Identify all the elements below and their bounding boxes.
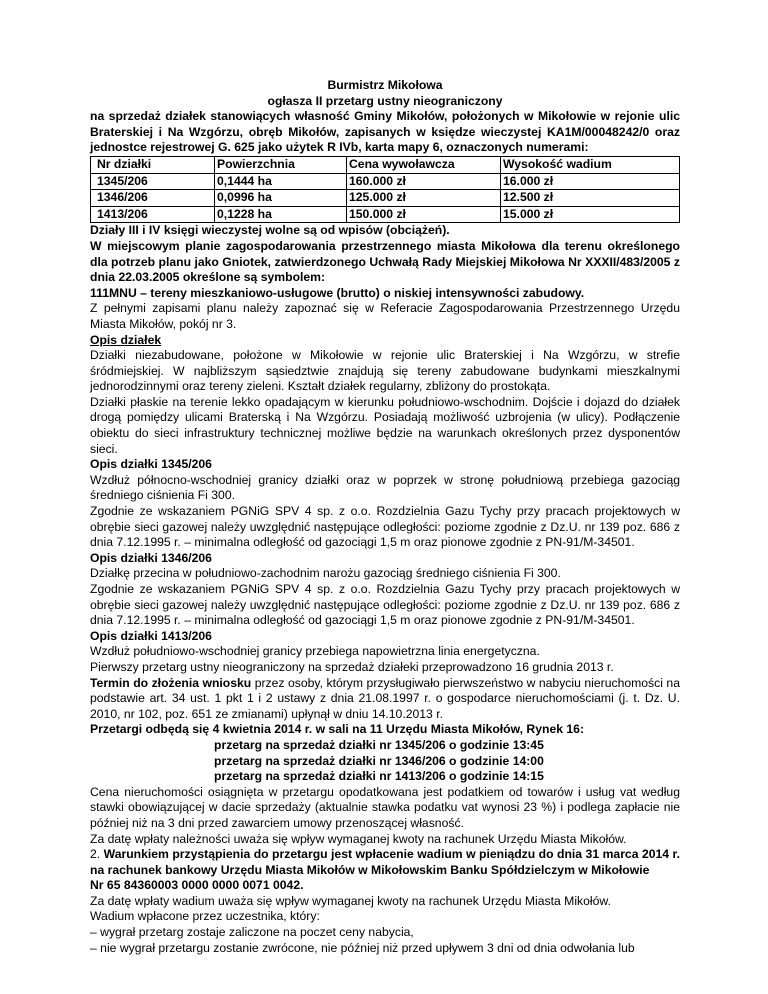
- plots-description-1: Działki niezabudowane, położone w Mikołowie w rejonie ulic Braterskiej i Na Wzgórzu, w strefie śródmiejskiej. W najbliższym sąsiedztwie znajdują się tereny zabudowane budynkami mieszkalnymi jednorodzinnymi oraz tereny zieleni. Kształt działek regularny, zbliżony do prostokąta.: [90, 348, 680, 394]
- zoning-info-text: Z pełnymi zapisami planu należy zapoznać się w Referacie Zagospodarowania Przestrzennego Urzędu Miasta Mikołów, pokój nr 3.: [90, 301, 680, 331]
- table-row: [91, 173, 680, 190]
- area-cell: 0,0996 ha: [215, 190, 347, 207]
- price-cell: 160.000 zł: [347, 173, 501, 190]
- plots-description-2: Działki płaskie na terenie lekko opadającym w kierunku południowo-wschodnim. Dojście i dojazd do działek drogą pomiędzy ulicami Braterską i Na Wzgórzu. Posiadają możliwość uzbrojenia (w ulicy). Podłączenie obiektu do sieci infrastruktury technicznej możliwe będzie na warunkach określonych przez dysponentów sieci.: [90, 394, 680, 456]
- deposit-date-info: Za datę wpłaty wadium uważa się wpływ wymaganej kwoty na rachunek Urzędu Miasta Mikołów.: [90, 893, 611, 908]
- plot-number-cell: 1345/206: [91, 173, 215, 190]
- zoning-plan-text: W miejscowym planie zagospodarowania przestrzennego miasta Mikołowa dla terenu określonego dla potrzeb planu jako Gniotek, zatwierdzonego Uchwałą Rady Miejskiej Mikołowa Nr XXXII/483/2005 z dnia 22.03.2005 określone są symbolem:: [90, 238, 680, 285]
- sale-description: na sprzedaż działek stanowiących własność Gminy Mikołów, położonych w Mikołowie w rejonie ulic Braterskiej i Na Wzgórzu, obręb Mikołów, zapisanych w księdze wieczystej KA1M/00048242/0 oraz jednostce rejestrowej G. 625 jako użytek R IVb, karta mapy 6, oznaczonych numerami:: [90, 109, 680, 155]
- zoning-symbol: 111MNU – tereny mieszkaniowo-usługowe (brutto) o niskiej intensywności zabudowy.: [90, 285, 585, 300]
- plot-1346-text-1: Działkę przecina w południowo-zachodnim narożu gazociąg średniego ciśnienia Fi 300.: [90, 566, 561, 581]
- deposit-condition-number: 2.: [90, 847, 104, 862]
- application-deadline-label: Termin do złożenia wniosku: [90, 675, 252, 690]
- plot-1413-text: Wzdłuż południowo-wschodniej granicy przebiega napowietrzna linia energetyczna.: [90, 644, 540, 659]
- announcement-document: [90, 78, 680, 956]
- section-heading-plot-1413: Opis działki 1413/206: [90, 628, 212, 643]
- vat-info: Cena nieruchomości osiągnięta w przetargu opodatkowana jest podatkiem od towarów i usług vat według stawki obowiązującej w dacie sprzedaży (aktualnie stawka podatku vat wynosi 23 %) i podlega zapłacie nie później niż na 3 dni przed zawarciem umowy przenoszącej własność.: [90, 784, 680, 830]
- deposit-condition: [90, 847, 680, 878]
- section-heading-plot-1346: Opis działki 1346/206: [90, 550, 212, 565]
- price-cell: 125.000 zł: [347, 190, 501, 207]
- payment-date-info: Za datę wpłaty należności uważa się wpływ wymaganej kwoty na rachunek Urzędu Miasta Mikołów.: [90, 831, 627, 846]
- tender-session: przetarg na sprzedaż działki nr 1346/206 o godzinie 14:00: [214, 753, 544, 768]
- table-row: [91, 190, 680, 207]
- table-header-row: [91, 156, 680, 173]
- deposit-condition-text: Warunkiem przystąpienia do przetargu jest wpłacenie wadium w pieniądzu do dnia 31 marca 2014 r. na rachunek bankowy Urzędu Miasta Mikołów w Mikołowskim Banku Spółdzielczym w Mikołowie: [90, 847, 680, 877]
- deposit-rules-intro: Wadium wpłacone przez uczestnika, który:: [90, 909, 320, 924]
- section-heading-plots: Opis działek: [90, 332, 162, 347]
- application-deadline-text: [90, 676, 680, 723]
- deposit-cell: 16.000 zł: [501, 173, 680, 190]
- land-register-note: Działy III i IV księgi wieczystej wolne są od wpisów (obciążeń).: [90, 223, 450, 238]
- area-cell: 0,1228 ha: [215, 206, 347, 223]
- tender-session: przetarg na sprzedaż działki nr 1413/206 o godzinie 14:15: [214, 769, 544, 784]
- table-row: [91, 206, 680, 223]
- plot-1345-text-2: Zgodnie ze wskazaniem PGNiG SPV 4 sp. z o.o. Rozdzielnia Gazu Tychy przy pracach projektowych w obrębie sieci gazowej należy uwzględnić następujące odległości: poziome zgodnie z Dz.U. nr 139 poz. 686 z dnia 7.12.1995 r. – minimalna odległość od gazociągi 1,5 m oraz pionowe zgodnie z PN-91/M-34501.: [90, 504, 680, 550]
- area-cell: 0,1444 ha: [215, 173, 347, 190]
- plots-table: [90, 156, 680, 223]
- plot-number-cell: 1413/206: [91, 206, 215, 223]
- col-header-deposit: Wysokość wadium: [501, 156, 680, 173]
- section-heading-plot-1345: Opis działki 1345/206: [90, 457, 212, 472]
- bank-account-number: Nr 65 84360003 0000 0000 0071 0042.: [90, 878, 304, 893]
- announcement-subtitle: ogłasza II przetarg ustny nieograniczony: [267, 93, 503, 108]
- col-header-plot-number: Nr działki: [91, 156, 215, 173]
- plot-1346-text-2: Zgodnie ze wskazaniem PGNiG SPV 4 sp. z o.o. Rozdzielnia Gazu Tychy przy pracach projektowych w obrębie sieci gazowej należy uwzględnić następujące odległości: poziome zgodnie z Dz.U. nr 139 poz. 686 z dnia 7.12.1995 r. – minimalna odległość od gazociągi 1,5 m oraz pionowe zgodnie z PN-91/M-34501.: [90, 582, 680, 628]
- tender-date-heading: Przetargi odbędą się 4 kwietnia 2014 r. w sali na 11 Urzędu Miasta Mikołów, Rynek 16:: [90, 722, 585, 737]
- tender-session: przetarg na sprzedaż działki nr 1345/206 o godzinie 13:45: [214, 737, 544, 752]
- issuer-title: Burmistrz Mikołowa: [327, 78, 443, 92]
- price-cell: 150.000 zł: [347, 206, 501, 223]
- first-tender-info: Pierwszy przetarg ustny nieograniczony na sprzedaż działeki przeprowadzono 16 grudnia 2013 r.: [90, 659, 614, 674]
- plot-1345-text-1: Wzdłuż północno-wschodniej granicy działki oraz w poprzek w stronę południową przebiega gazociąg średniego ciśnienia Fi 300.: [90, 472, 680, 503]
- deposit-rule-item: – nie wygrał przetargu zostanie zwrócone, nie później niż przed upływem 3 dni od dnia odwołania lub: [90, 940, 635, 955]
- deposit-cell: 15.000 zł: [501, 206, 680, 223]
- col-header-area: Powierzchnia: [215, 156, 347, 173]
- deposit-rule-item: – wygrał przetarg zostaje zaliczone na poczet ceny nabycia,: [90, 925, 414, 940]
- application-deadline-body: przez osoby, którym przysługiwało pierwszeństwo w nabyciu nieruchomości na podstawie art. 34 ust. 1 pkt 1 i 2 ustawy z dnia 21.08.1997 r. o gospodarce nieruchomościami (j. t. Dz. U. 2010, nr 102, poz. 651 ze zmianami) upłynął w dniu 14.10.2013 r.: [90, 675, 680, 721]
- plot-number-cell: 1346/206: [91, 190, 215, 207]
- col-header-starting-price: Cena wywoławcza: [347, 156, 501, 173]
- deposit-cell: 12.500 zł: [501, 190, 680, 207]
